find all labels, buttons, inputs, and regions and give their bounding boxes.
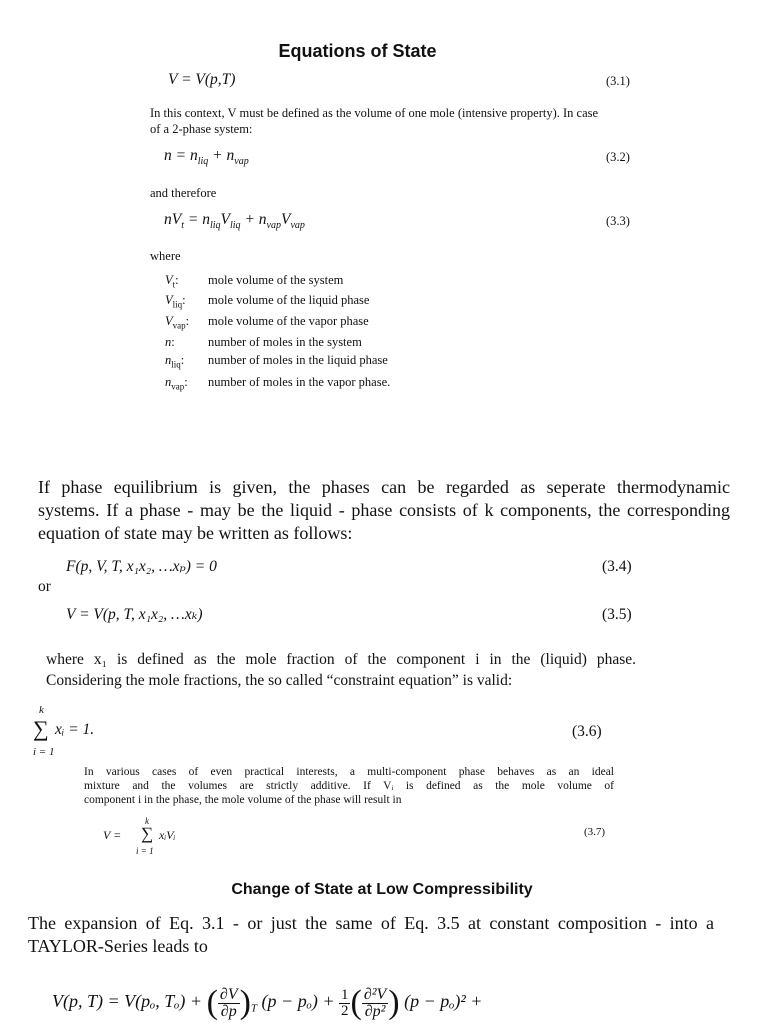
definition-desc: mole volume of the system — [208, 273, 344, 287]
equation-3-2: $n = n_{liq} + n_{vap}$ — [164, 147, 249, 168]
and-therefore-text: and therefore — [150, 186, 217, 200]
ideal-mixture-paragraph — [84, 765, 614, 807]
equation-number-3-4: (3.4) — [602, 558, 632, 575]
paragraph-line: In various cases of even practical interests, a multi-component phase behaves as an ideal — [84, 766, 614, 778]
second-derivative-numerator: ∂²V — [363, 985, 387, 1003]
equation-number-3-7: (3.7) — [584, 826, 606, 838]
paragraph-line: systems. If a phase - may be the liquid - phase consists of k components, the corresponding — [38, 500, 730, 520]
taylor-term-1: (p − pₒ) + — [261, 991, 335, 1012]
paragraph-line: where x₁ is defined as the mole fraction of the component i in the (liquid) phase. — [46, 651, 636, 668]
paragraph-line: component i in the phase, the mole volume of the phase will result in — [84, 794, 402, 806]
equation-number-3-1: (3.1) — [606, 74, 630, 88]
sum-symbol: ∑ — [33, 716, 49, 741]
intro-text-line-1: In this context, V must be defined as the volume of one mole (intensive property). In case — [150, 106, 599, 120]
sum-upper-limit: k — [145, 816, 149, 826]
where-label: where — [150, 249, 181, 263]
paragraph-line: If phase equilibrium is given, the phases can be regarded as seperate thermodynamic — [38, 477, 730, 497]
paragraph-line: TAYLOR-Series leads to — [28, 936, 208, 956]
half-denominator: 2 — [340, 1002, 349, 1019]
equation-number-3-6: (3.6) — [572, 723, 602, 740]
or-label: or — [38, 578, 51, 595]
first-derivative-denominator: ∂p — [220, 1002, 237, 1020]
definition-desc: mole volume of the liquid phase — [208, 293, 370, 307]
sum-lower-limit: i = 1 — [136, 846, 154, 856]
paragraph-line: Considering the mole fractions, the so called “constraint equation” is valid: — [46, 672, 513, 689]
section-title-low-compressibility: Change of State at Low Compressibility — [231, 881, 533, 898]
definition-row: $n_{vap}$: — [165, 375, 188, 392]
equation-3-4: F(p, V, T, x₁x₂, …xₚ) = 0 — [66, 558, 217, 575]
definition-row: $n_{liq}$: — [165, 353, 185, 370]
sum-body: xᵢ = 1. — [55, 721, 95, 738]
intro-text-line-2: of a 2-phase system: — [150, 122, 253, 136]
equation-number-3-5: (3.5) — [602, 606, 632, 623]
equation-number-3-2: (3.2) — [606, 150, 630, 164]
definition-row: $V_{liq}$: — [165, 293, 186, 310]
sum-body: xᵢVᵢ — [159, 828, 176, 842]
second-derivative-denominator: ∂p² — [364, 1002, 386, 1020]
equation-3-3: $nV_t = n_{liq}V_{liq} + n_{vap}V_{vap}$ — [164, 211, 305, 232]
sum-lower-limit: i = 1 — [33, 746, 55, 758]
definition-desc: mole volume of the vapor phase — [208, 314, 369, 328]
first-derivative-numerator: ∂V — [219, 985, 238, 1003]
definition-row: $V_{vap}$: — [165, 314, 190, 331]
equation-3-7 — [103, 816, 213, 860]
definition-desc: number of moles in the vapor phase. — [208, 375, 391, 389]
paragraph-line: equation of state may be written as follows: — [38, 523, 353, 543]
taylor-lhs: V(p, T) = V(pₒ, Tₒ) + — [52, 991, 203, 1012]
mole-fraction-paragraph — [46, 649, 636, 691]
sum-symbol: ∑ — [141, 824, 154, 843]
equation-3-5: V = V(p, T, x₁x₂, …xₖ) — [66, 606, 203, 623]
phase-equilibrium-paragraph — [38, 476, 730, 545]
equation-lhs: V = — [103, 828, 122, 842]
definition-desc: number of moles in the system — [208, 335, 362, 349]
definition-row: $V_t$: — [165, 273, 179, 290]
equation-3-1: V = V(p,T) — [168, 71, 236, 88]
taylor-expansion-paragraph — [28, 912, 714, 958]
equation-3-6 — [33, 704, 93, 764]
paragraph-line: The expansion of Eq. 3.1 - or just the same of Eq. 3.5 at constant composition - into a — [28, 913, 714, 933]
section-title-equations-of-state: Equations of State — [278, 41, 437, 61]
taylor-term-2: (p − pₒ)² + — [404, 991, 483, 1012]
paragraph-line: mixture and the volumes are strictly additive. If Vᵢ is defined as the mole volume of — [84, 780, 614, 792]
definition-desc: number of moles in the liquid phase — [208, 353, 388, 367]
equation-number-3-3: (3.3) — [606, 214, 630, 228]
first-derivative-subscript: T — [250, 1002, 258, 1015]
definition-row: n: — [165, 335, 175, 349]
half-numerator: 1 — [340, 986, 349, 1003]
taylor-series-equation: V(p, T) = V(pₒ, Tₒ) + ( $\frac{\partial V}{\partial p}$ )$_T$ (p − pₒ) + $\frac{1}{2}$ ( $\frac{\text{∂²V}}{\text{∂p²}}$ ) (p − pₒ)² + — [52, 984, 483, 1021]
sum-upper-limit: k — [39, 704, 44, 716]
